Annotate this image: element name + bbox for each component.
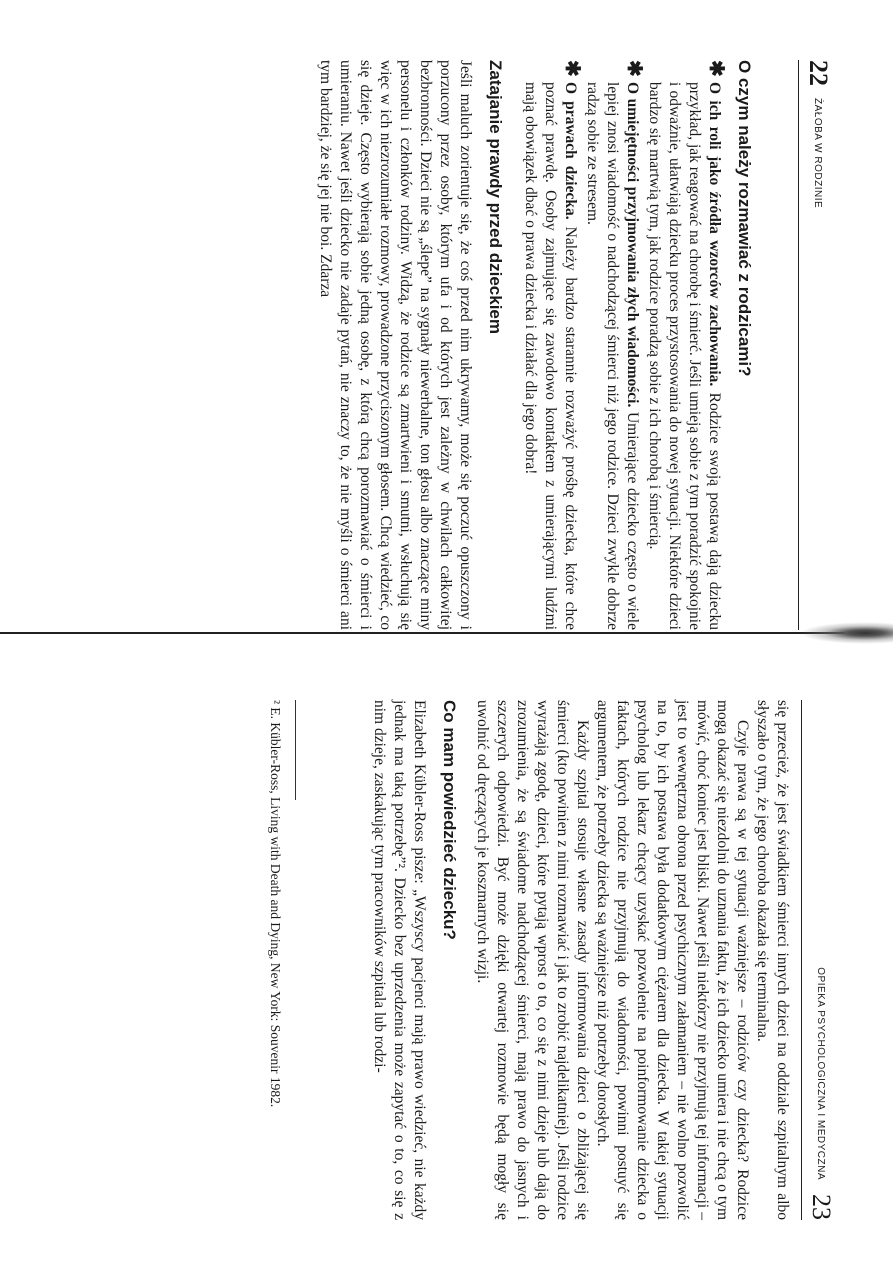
item-text: Rodzice swoją postawą dają dziecku przykład, jak reagować na chorobę i śmierć. Jeśli umieją sobie z tym poradzić spokojnie i odważnie, ułatwiają dziecku proces przystosowania do nowej sytuacji. Niektóre dzieci bardzo się martwią tym, jak rodzice poradzą sobie z ich chorobą i śmiercią. xyxy=(646,82,723,630)
page-23 xyxy=(96,700,836,1220)
list-item xyxy=(644,60,727,630)
item-text: Należy bardzo starannie rozważyć prośbę dziecka, które chce poznać prawdę. Osoby zajmujące się zawodowo kontaktem z umierającymi ludźmi mają obowiązek dbać o prawa dziecka i działać dla jego dobra! xyxy=(522,82,579,631)
running-head: OPIEKA PSYCHOLOGICZNA I MEDYCZNA xyxy=(815,967,826,1180)
paragraph: Każdy szpital stosuje własne zasady informowania dzieci o zbliżającej się śmierci (kto powinien z nimi rozmawiać i jak to zrobić najdelikatniej). Jeśli rodzice wyrażają zgodę, dzieci, które pytają wprost o to, co się z nimi dzieje lub dają do zrozumienia, że są świadome nadchodzącej śmierci, mają prawo do jasnych i szczerych odpowiedzi. Być może dzięki otwartej rozmowie będą mogły się uwolnić od dręczących je koszmarnych wizji. xyxy=(474,700,591,1220)
list-item xyxy=(520,60,583,631)
asterisk-bullet-icon: ✱ xyxy=(705,60,727,77)
page-header xyxy=(798,60,833,630)
footnote: ² E. Kübler-Ross, Living with Death and Dying, New York: Souvenir 1982. xyxy=(268,700,283,1108)
running-head: ŻAŁOBA W RODZINIE xyxy=(812,98,823,209)
asterisk-bullet-icon: ✱ xyxy=(623,60,645,77)
section-heading: Co mam powiedzieć dziecku? xyxy=(440,700,459,940)
page-header xyxy=(801,700,836,1220)
paragraph: Czyje prawa są w tej sytuacji ważniejsze – rodziców czy dziecka? Rodzice mogą okazać się niezdolni do uznania faktu, że ich dziecko umiera i nie chcą o tym mówić, choć koniec jest bliski. Nawet jeśli niektórzy nie przyjmują tej informacji – jest to wewnętrzna obrona przed psychicznym załamaniem – nie wolno pozwolić na to, by ich postawa była dodatkowym ciężarem dla dziecka. W takiej sytuacji psycholog lub lekarz chcący uzyskać pozwolenie na poinformowanie dziecka o faktach, których rodzice nie przyjmują do wiadomości, powinni postuyć się argumentem, że potrzeby dziecka są ważniejsze niż potrzeby dorosłych. xyxy=(594,700,751,1220)
item-lead: O ich roli jako źródła wzorców zachowania. xyxy=(706,82,723,387)
page-body xyxy=(315,60,761,630)
section-heading: Zatajanie prawdy przed dzieckiem xyxy=(486,60,505,334)
page-22 xyxy=(93,60,833,630)
paragraph: Jeśli maluch zorientuje się, że coś przed nim ukrywamy, może się poczuć opuszczony i porzucony przez osoby, którym ufa i od których jest zależny w chwilach całkowitej bezbronności. Dzieci nie są „ślepe” na sygnały niewerbalne, ton głosu albo znaczące miny personelu i członków rodziny. Widzą, że rodzice są zmartwieni i smutni, wsłuchują się więc w ich niezrozumiałe rozmowy, prowadzone przyciszonym głosem. Chcą wiedzieć, co się dzieje. Często wybierają sobie jedną osobę, z którą chcą porozmawiać o śmierci i umieraniu. Nawet jeśli dziecko nie zadaje pytań, nie znaczy to, że nie myśli o śmierci ani tym bardziej, że się jej nie boi. Zdarza xyxy=(317,60,474,630)
section-heading: O czym należy rozmawiać z rodzicami? xyxy=(735,60,754,377)
paragraph: Elizabeth Kübler-Ross pisze: „Wszyscy pacjenci mają prawo wiedzieć, nie każdy jednak ma taką potrzebę”². Dziecko bez uprzedzenia może zapytać o to, co się z nim dzieje, zaskakując tym pracowników szpitala lub rodzi- xyxy=(371,700,428,1220)
paragraph: się przecież, że jest świadkiem śmierci innych dzieci na oddziale szpitalnym albo słyszało o tym, że jego choroba okazała się terminalna. xyxy=(754,700,791,1220)
asterisk-bullet-icon: ✱ xyxy=(561,60,583,77)
page-number: 23 xyxy=(807,1194,836,1220)
item-lead: O prawach dziecka. xyxy=(562,82,579,220)
item-text: Umierające dziecko często o wiele lepiej znosi wiadomość o nadchodzącej śmierci niż jego rodzice. Dzieci zwykle dobrze radzą sobie ze stresem. xyxy=(584,82,641,630)
page-number: 22 xyxy=(804,60,833,86)
page-body xyxy=(369,700,792,1220)
item-lead: O umiejętności przyjmowania złych wiadomości. xyxy=(624,82,641,408)
list-item xyxy=(582,60,645,630)
spine-line xyxy=(0,632,845,634)
footnote-rule xyxy=(295,700,296,800)
